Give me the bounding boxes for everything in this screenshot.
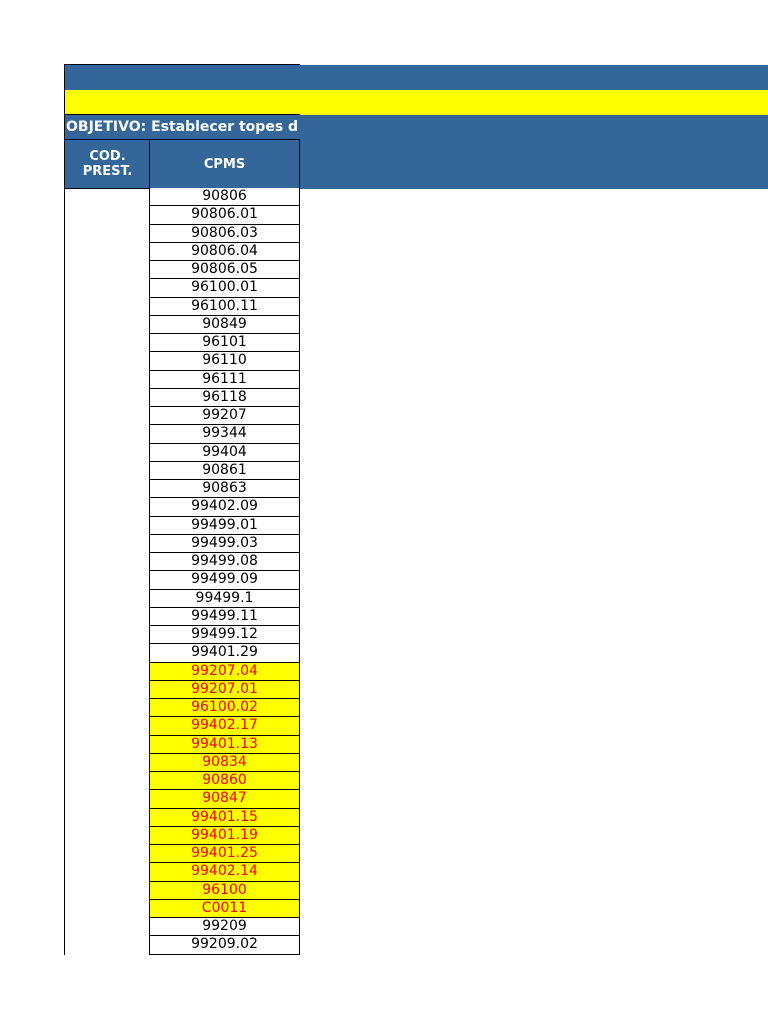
table-row[interactable]: C0011 xyxy=(149,900,300,918)
table-row[interactable]: 90860 xyxy=(149,772,300,790)
table-row[interactable]: 99402.17 xyxy=(149,717,300,735)
table-row[interactable]: 99402.14 xyxy=(149,863,300,881)
table-row[interactable]: 99404 xyxy=(149,444,300,462)
row-divider-line xyxy=(64,114,300,115)
table-row[interactable]: 90806.05 xyxy=(149,261,300,279)
table-row[interactable]: 96100.02 xyxy=(149,699,300,717)
table-row[interactable]: 96100.11 xyxy=(149,298,300,316)
column-header-cod-prest[interactable]: COD. PREST. xyxy=(64,139,150,189)
table-row[interactable]: 99207 xyxy=(149,407,300,425)
left-border-line xyxy=(64,64,65,955)
table-row[interactable]: 90806.04 xyxy=(149,243,300,261)
table-row[interactable]: 99209 xyxy=(149,918,300,936)
table-row[interactable]: 96100 xyxy=(149,882,300,900)
table-row[interactable]: 99401.19 xyxy=(149,827,300,845)
table-row[interactable]: 99401.13 xyxy=(149,736,300,754)
table-row[interactable]: 99344 xyxy=(149,425,300,443)
table-row[interactable]: 99401.15 xyxy=(149,809,300,827)
table-row[interactable]: 90849 xyxy=(149,316,300,334)
table-row[interactable]: 99499.12 xyxy=(149,626,300,644)
table-row[interactable]: 90863 xyxy=(149,480,300,498)
table-row[interactable]: 99499.09 xyxy=(149,571,300,589)
objective-text: OBJETIVO: Establecer topes d xyxy=(66,119,299,135)
table-row[interactable]: 90806.01 xyxy=(149,206,300,224)
table-row[interactable]: 90847 xyxy=(149,790,300,808)
header-band-blue xyxy=(65,65,768,90)
cpms-table-body xyxy=(149,188,300,955)
table-row[interactable]: 99499.01 xyxy=(149,517,300,535)
table-row[interactable]: 99499.1 xyxy=(149,590,300,608)
table-row[interactable]: 99207.01 xyxy=(149,681,300,699)
top-border-line xyxy=(64,64,300,65)
column-header-cpms[interactable]: CPMS xyxy=(149,139,300,189)
table-row[interactable]: 99499.03 xyxy=(149,535,300,553)
table-row[interactable]: 90834 xyxy=(149,754,300,772)
table-row[interactable]: 99499.11 xyxy=(149,608,300,626)
table-row[interactable]: 96110 xyxy=(149,352,300,370)
table-row[interactable]: 96118 xyxy=(149,389,300,407)
table-row[interactable]: 99402.09 xyxy=(149,498,300,516)
table-row[interactable]: 96101 xyxy=(149,334,300,352)
table-row[interactable]: 90806 xyxy=(149,188,300,206)
table-row[interactable]: 96100.01 xyxy=(149,279,300,297)
table-row[interactable]: 90861 xyxy=(149,462,300,480)
table-row[interactable]: 99401.25 xyxy=(149,845,300,863)
table-row[interactable]: 99401.29 xyxy=(149,644,300,662)
table-row[interactable]: 99207.04 xyxy=(149,663,300,681)
table-row[interactable]: 99209.02 xyxy=(149,936,300,954)
table-row[interactable]: 96111 xyxy=(149,371,300,389)
header-band-yellow xyxy=(65,90,768,115)
table-row[interactable]: 90806.03 xyxy=(149,225,300,243)
table-row[interactable]: 99499.08 xyxy=(149,553,300,571)
